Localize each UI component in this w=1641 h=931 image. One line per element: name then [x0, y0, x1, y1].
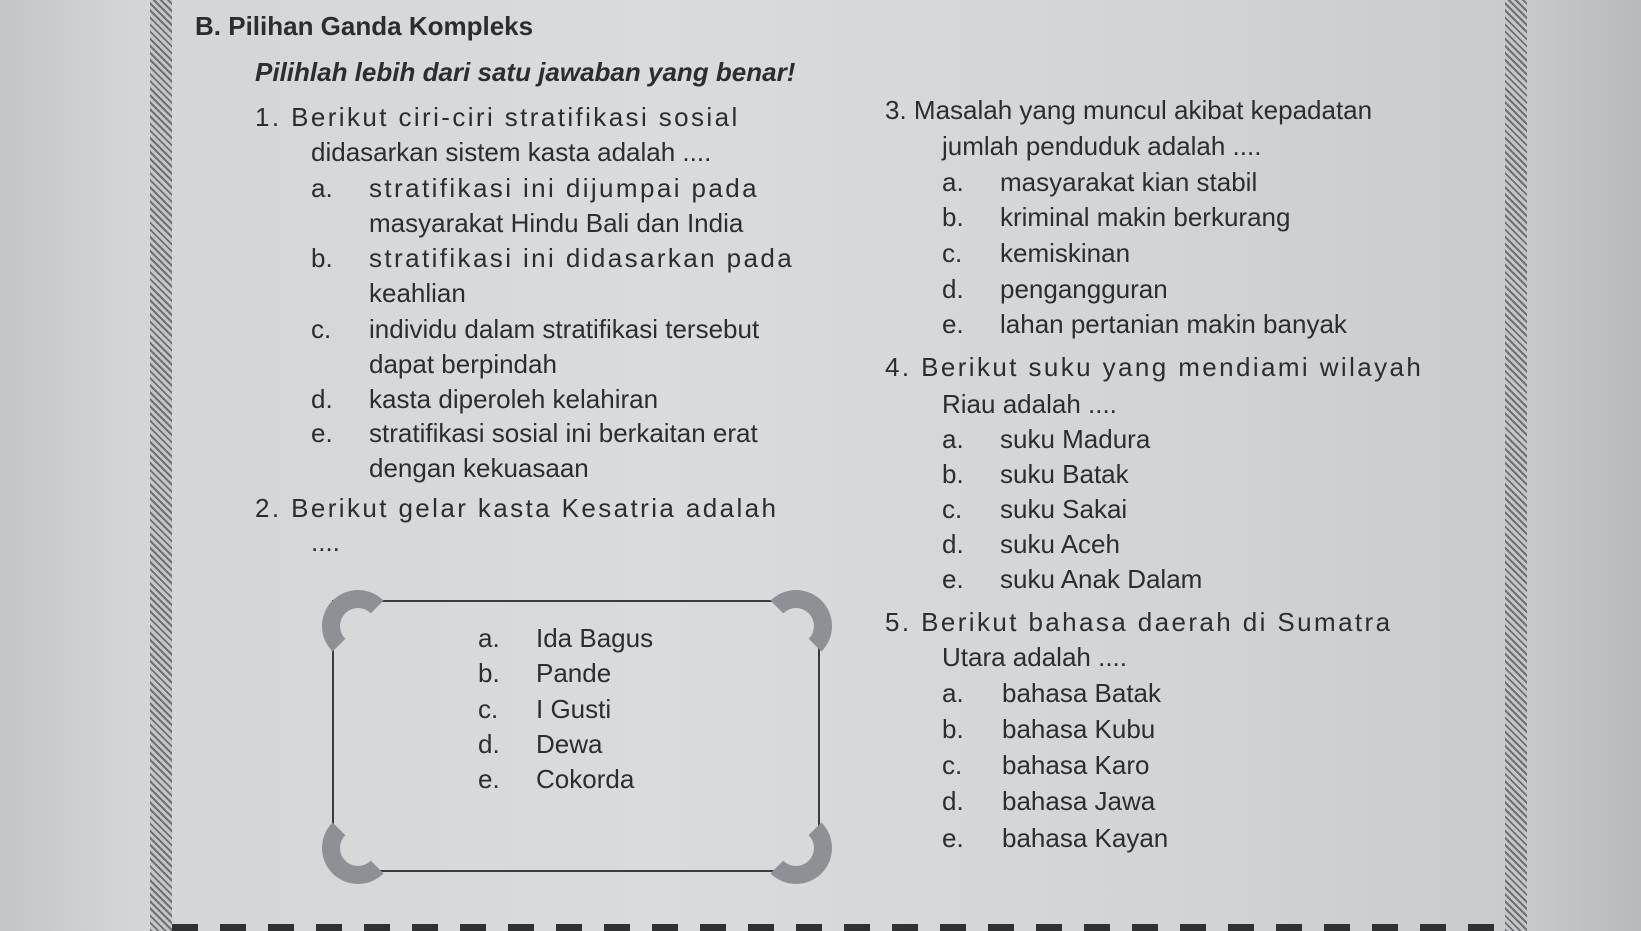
option-text: stratifikasi ini dijumpai pada [369, 173, 759, 203]
option-text: bahasa Jawa [1002, 786, 1156, 816]
option-letter: e. [942, 823, 964, 853]
option-letter: e. [478, 764, 500, 794]
option-text: dapat berpindah [369, 349, 557, 379]
option-letter: a. [942, 678, 964, 708]
option-text: dengan kekuasaan [369, 453, 589, 483]
option-letter: e. [942, 564, 964, 594]
question-5-stem-line-2: Utara adalah .... [942, 642, 1127, 672]
section-instruction: Pilihlah lebih dari satu jawaban yang benar! [255, 57, 796, 87]
option-letter: e. [311, 418, 333, 448]
option-letter: c. [478, 694, 499, 724]
right-margin-pattern [1505, 0, 1527, 931]
question-3-stem-line-1: 3. Masalah yang muncul akibat kepadatan [885, 95, 1373, 125]
option-text: I Gusti [536, 694, 612, 724]
option-text: kemiskinan [1000, 238, 1131, 268]
option-text: Dewa [536, 729, 603, 759]
frame-corner-ornament [322, 590, 394, 662]
section-heading: B. Pilihan Ganda Kompleks [195, 11, 534, 41]
option-letter: b. [942, 202, 964, 232]
option-text: stratifikasi sosial ini berkaitan erat [369, 418, 758, 448]
option-letter: e. [942, 309, 964, 339]
option-letter: c. [942, 494, 963, 524]
option-letter: c. [942, 750, 963, 780]
option-text: individu dalam stratifikasi tersebut [369, 314, 760, 344]
option-text: keahlian [369, 278, 466, 308]
option-text: suku Sakai [1000, 494, 1128, 524]
question-1-stem-line-1: 1. Berikut ciri-ciri stratifikasi sosial [255, 102, 740, 132]
option-letter: c. [942, 238, 963, 268]
question-1-stem-line-2: didasarkan sistem kasta adalah .... [311, 137, 712, 167]
option-text: pengangguran [1000, 274, 1168, 304]
option-letter: d. [942, 274, 964, 304]
option-text: suku Anak Dalam [1000, 564, 1203, 594]
left-margin-pattern [150, 0, 172, 931]
option-text: masyarakat Hindu Bali dan India [369, 208, 744, 238]
question-3-stem-line-2: jumlah penduduk adalah .... [942, 131, 1262, 161]
option-letter: a. [942, 424, 964, 454]
option-text: suku Batak [1000, 459, 1129, 489]
option-text: stratifikasi ini didasarkan pada [369, 243, 795, 273]
option-letter: b. [311, 243, 333, 273]
option-letter: b. [478, 658, 500, 688]
option-text: kriminal makin berkurang [1000, 202, 1291, 232]
option-text: suku Madura [1000, 424, 1151, 454]
bottom-edge-marks [172, 924, 1505, 931]
question-2-stem-line-2: .... [311, 527, 340, 557]
option-letter: a. [478, 623, 500, 653]
question-5-stem-line-1: 5. Berikut bahasa daerah di Sumatra [885, 607, 1393, 637]
question-2-stem-line-1: 2. Berikut gelar kasta Kesatria adalah [255, 493, 779, 523]
option-text: Pande [536, 658, 612, 688]
option-text: lahan pertanian makin banyak [1000, 309, 1347, 339]
option-text: Ida Bagus [536, 623, 654, 653]
option-letter: c. [311, 314, 332, 344]
question-4-stem-line-2: Riau adalah .... [942, 389, 1117, 419]
option-text: bahasa Kayan [1002, 823, 1169, 853]
frame-corner-ornament [760, 590, 832, 662]
option-letter: d. [942, 529, 964, 559]
option-letter: a. [311, 173, 333, 203]
option-text: bahasa Kubu [1002, 714, 1156, 744]
option-letter: b. [942, 714, 964, 744]
question-4-stem-line-1: 4. Berikut suku yang mendiami wilayah [885, 352, 1424, 382]
option-text: suku Aceh [1000, 529, 1120, 559]
option-text: kasta diperoleh kelahiran [369, 384, 659, 414]
option-letter: d. [311, 384, 333, 414]
option-letter: a. [942, 167, 964, 197]
option-text: bahasa Batak [1002, 678, 1162, 708]
option-letter: d. [478, 729, 500, 759]
option-text: Cokorda [536, 764, 635, 794]
frame-corner-ornament [322, 812, 394, 884]
option-text: masyarakat kian stabil [1000, 167, 1258, 197]
option-text: bahasa Karo [1002, 750, 1150, 780]
option-letter: d. [942, 786, 964, 816]
frame-corner-ornament [760, 812, 832, 884]
option-letter: b. [942, 459, 964, 489]
